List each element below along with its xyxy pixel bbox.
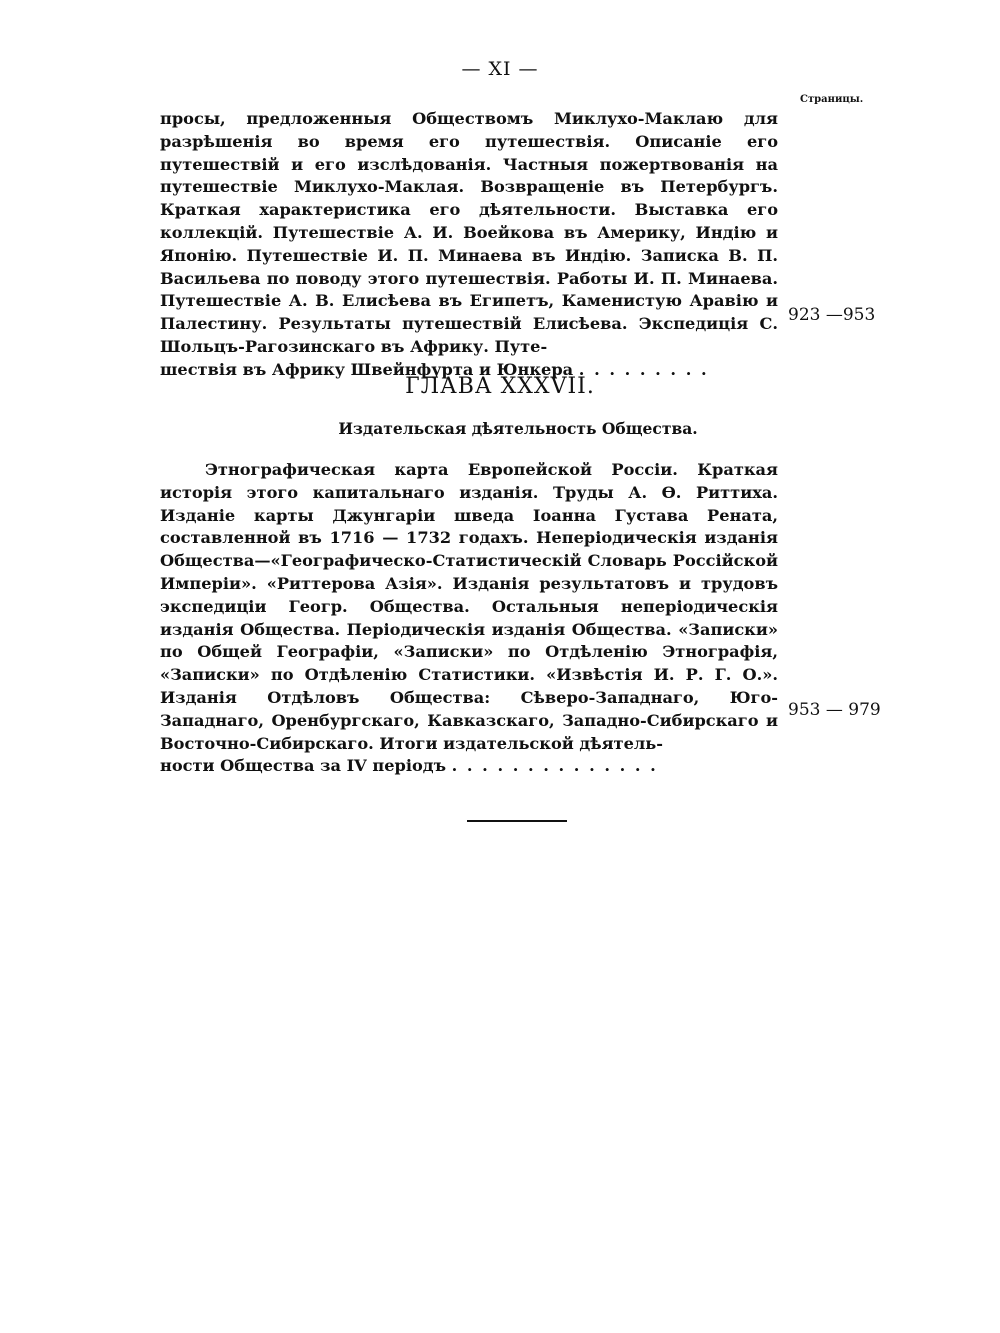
- pages-column-label: Страницы.: [800, 94, 864, 105]
- chapter-subtitle: Издательская дѣятельность Общества.: [338, 419, 698, 438]
- chapter-title: ГЛАВА XXXVII.: [405, 374, 595, 399]
- toc-entry-continuation: [160, 108, 778, 382]
- chapter-contents: [160, 459, 778, 778]
- end-rule: [467, 820, 567, 822]
- entry-body: просы, предложенныя Обществомъ Миклухо-Маклаю для разрѣшенія во время его путешествія. Описаніе его путешествій и его изслѣдованія. Частныя пожертвованія на путешествіе Миклухо-Маклая. Возвращеніе въ Петербургъ. Краткая характеристика его дѣятельности. Выставка его коллекцій. Путешествіе А. И. Воейкова въ Америку, Индію и Японію. Путешествіе И. П. Минаева въ Индію. Записка В. П. Васильева по поводу этого путешествія. Работы И. П. Минаева. Путешествіе А. В. Елисѣева въ Египетъ, Каменистую Аравію и Палестину. Результаты путешествій Елисѣева. Экспедиція С. Шольцъ-Рагозинскаго въ Африку. Путе-: [160, 109, 778, 356]
- chapter-page-range: 953 — 979: [788, 700, 881, 720]
- chapter-last-line-text: ности Общества за IV періодъ: [160, 756, 446, 776]
- entry-page-range: 923 —953: [788, 305, 876, 325]
- chapter-body: Этнографическая карта Европейской Россіи. Краткая исторія этого капитальнаго изданія. Труды А. Ѳ. Риттиха. Изданіе карты Джунгаріи шведа Іоанна Густава Рената, составленной въ 1716 — 1732 годахъ. Непеpiодическія изданія Общества—«Географическо-Статистическій Словарь Россійской Имперіи». «Риттерова Азія». Изданія результатовъ и трудовъ экспедиціи Геогр. Общества. Остальныя непеpiодическія изданія Общества. Періодическія изданія Общества. «Записки» по Общей Географіи, «Записки» по Отдѣленію Этнографія, «Записки» по Отдѣленію Статистики. «Извѣстія И. Р. Г. О.». Изданія Отдѣловъ Общества: Сѣверо-Западнаго, Юго-Западнаго, Оренбургскаго, Кавказскаго, Западно-Сибирскаго и Восточно-Сибирскаго. Итоги издательской дѣятель-: [160, 460, 778, 753]
- entry-last-line-text: шествія въ Африку Швейнфурта и Юнкера: [160, 359, 574, 379]
- chapter-last-line: [160, 755, 778, 778]
- dot-leader: . . . . . . . . . . . . . .: [451, 756, 658, 776]
- page-number: — XI —: [461, 58, 539, 80]
- dot-leader: . . . . . . . . .: [578, 359, 709, 379]
